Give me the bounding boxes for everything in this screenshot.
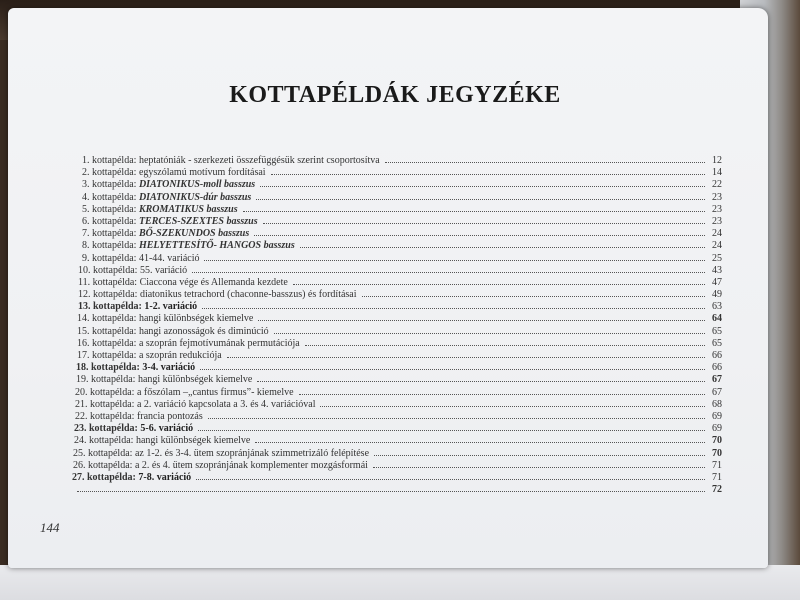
toc-entry bbox=[74, 423, 722, 435]
toc-entry-label bbox=[77, 326, 271, 338]
toc-entry-prefix: 21. kottapélda: bbox=[75, 398, 137, 410]
toc-leader-dots bbox=[192, 271, 705, 273]
toc-entry bbox=[73, 448, 722, 460]
toc-entry-page: 70 bbox=[712, 435, 722, 447]
toc-leader-dots bbox=[320, 405, 705, 407]
lower-paper bbox=[0, 565, 800, 600]
toc-leader-dots bbox=[373, 466, 705, 468]
toc-entry-text: francia pontozás bbox=[136, 410, 203, 422]
toc-entry-prefix: 11. kottapélda: bbox=[78, 276, 140, 288]
toc-entry-page: 69 bbox=[712, 423, 722, 435]
toc-entry-page: 22 bbox=[712, 179, 722, 191]
toc-entry-label bbox=[82, 240, 297, 252]
toc-leader-dots bbox=[198, 429, 705, 431]
toc-leader-dots bbox=[258, 319, 705, 321]
toc-entry-label bbox=[72, 472, 193, 484]
toc-entry-text: a szoprán fejmotívumának permutációja bbox=[138, 337, 300, 349]
toc-entry-page: 65 bbox=[712, 337, 722, 349]
toc-entry-page: 23 bbox=[712, 215, 722, 227]
toc-entry-label bbox=[82, 228, 251, 240]
toc-entry bbox=[76, 374, 722, 386]
toc-entry bbox=[77, 350, 722, 362]
toc-entry bbox=[82, 240, 722, 252]
toc-entry-prefix: 16. kottapélda: bbox=[77, 337, 139, 349]
toc-entry-prefix: 9. kottapélda: bbox=[82, 252, 139, 264]
toc-entry bbox=[72, 484, 722, 496]
toc-entry-page: 66 bbox=[712, 350, 722, 361]
toc-entry-page: 24 bbox=[712, 240, 722, 252]
toc-entry-page: 67 bbox=[712, 374, 722, 386]
toc-entry-prefix: 1. kottapélda: bbox=[82, 155, 139, 166]
toc-leader-dots bbox=[299, 393, 705, 395]
toc-entry-prefix: 25. kottapélda: bbox=[73, 447, 135, 459]
toc-entry-page: 12 bbox=[712, 155, 722, 166]
toc-leader-dots bbox=[263, 222, 705, 224]
toc-entry-label bbox=[82, 155, 382, 167]
toc-entry bbox=[75, 387, 722, 399]
toc-entry-text: 5-6. variáció bbox=[140, 423, 194, 435]
toc-entry-text: hangi különbségek kiemelve bbox=[135, 435, 251, 447]
toc-entry bbox=[82, 179, 722, 191]
toc-entry bbox=[77, 313, 722, 325]
toc-leader-dots bbox=[243, 210, 705, 212]
toc-entry-text: TERCES-SZEXTES basszus bbox=[138, 215, 258, 227]
toc-entry-page: 66 bbox=[712, 362, 722, 374]
toc-entry-prefix: 24. kottapélda: bbox=[74, 435, 136, 447]
toc-entry-label bbox=[75, 399, 317, 411]
toc-entry-text: heptatóniák - szerkezeti összefüggésük szerint csoportosítva bbox=[138, 155, 380, 166]
toc-entry-prefix: 20. kottapélda: bbox=[75, 386, 137, 398]
toc-entry-label bbox=[76, 362, 197, 374]
toc-entry-label bbox=[78, 277, 290, 289]
toc-entry-label bbox=[82, 192, 253, 204]
toc-entry-text: BŐ-SZEKUNDOS basszus bbox=[138, 228, 250, 240]
toc-leader-dots bbox=[202, 307, 705, 309]
toc-entry-page: 63 bbox=[712, 301, 722, 313]
toc-entry-label bbox=[74, 435, 252, 447]
toc-entry-label bbox=[77, 313, 255, 325]
toc-leader-dots bbox=[293, 283, 705, 285]
toc-entry-prefix: 19. kottapélda: bbox=[76, 374, 138, 386]
toc-entry-prefix: 26. kottapélda: bbox=[73, 459, 135, 471]
toc-entry-page: 68 bbox=[712, 398, 722, 410]
toc-entry-label bbox=[77, 338, 302, 350]
toc-entry bbox=[82, 167, 722, 179]
toc-leader-dots bbox=[204, 259, 705, 261]
page-number: 144 bbox=[40, 520, 60, 535]
toc-entry-label bbox=[73, 460, 370, 472]
toc-entry-page: 71 bbox=[712, 471, 722, 483]
toc-leader-dots bbox=[362, 295, 705, 297]
toc-entry-prefix: 15. kottapélda: bbox=[77, 325, 139, 337]
toc-entry-page: 65 bbox=[712, 325, 722, 337]
toc-entry bbox=[75, 411, 722, 423]
toc-entry-prefix: 12. kottapélda: bbox=[78, 289, 140, 301]
toc-entry-text: HELYETTESÍTŐ- HANGOS basszus bbox=[138, 240, 295, 252]
toc-entry-page: 14 bbox=[712, 167, 722, 179]
toc-leader-dots bbox=[200, 368, 705, 370]
toc-entry-text: a 2. variáció kapcsolata a 3. és 4. variációval bbox=[136, 398, 316, 410]
toc-entry-page: 70 bbox=[712, 447, 722, 459]
toc-entry-prefix: 22. kottapélda: bbox=[75, 410, 137, 422]
toc-entry bbox=[82, 253, 722, 265]
toc-entry-page: 23 bbox=[712, 191, 722, 203]
toc-entry-label bbox=[82, 167, 268, 179]
toc-leader-dots bbox=[260, 185, 705, 187]
toc-entry-text: egyszólamú motívum fordításai bbox=[138, 167, 266, 179]
toc-entry bbox=[78, 265, 722, 277]
toc-entry-text: 55. variáció bbox=[139, 264, 188, 276]
toc-leader-dots bbox=[257, 380, 705, 382]
toc-entry-prefix: 5. kottapélda: bbox=[82, 203, 139, 215]
toc-entry bbox=[75, 399, 722, 411]
toc-entry-label bbox=[78, 301, 199, 313]
toc-entry-label bbox=[82, 253, 201, 265]
toc-entry-label bbox=[82, 179, 257, 191]
toc-entry-text: 41-44. variáció bbox=[138, 252, 200, 264]
toc-entry-text: a szoprán redukciója bbox=[138, 350, 222, 361]
toc-entry-text: hangi különbségek kiemelve bbox=[138, 313, 254, 325]
toc-entry-label bbox=[74, 423, 195, 435]
toc-entry bbox=[78, 301, 722, 313]
toc-entry-page: 25 bbox=[712, 252, 722, 264]
toc-entry-page: 71 bbox=[712, 459, 722, 471]
toc-leader-dots bbox=[254, 234, 705, 236]
toc-entry bbox=[76, 362, 722, 374]
toc-entry-label bbox=[78, 265, 189, 277]
toc-entry-text: az 1-2. és 3-4. ütem szopránjának szimmetrizáló felépítése bbox=[134, 447, 370, 459]
toc-entry-text: a főszólam –„cantus firmus”- kiemelve bbox=[136, 386, 294, 398]
toc-leader-dots bbox=[271, 173, 705, 175]
toc-entry-prefix: 8. kottapélda: bbox=[82, 240, 139, 252]
toc-entry bbox=[82, 228, 722, 240]
toc-entry-label bbox=[75, 411, 205, 423]
toc-leader-dots bbox=[274, 332, 705, 334]
toc-entry-page: 23 bbox=[712, 203, 722, 215]
toc-entry-prefix: 6. kottapélda: bbox=[82, 215, 139, 227]
toc-leader-dots bbox=[385, 161, 705, 163]
toc-entry-prefix: 10. kottapélda: bbox=[78, 264, 140, 276]
toc-entry-text: 7-8. variáció bbox=[138, 471, 192, 483]
page-title: KOTTAPÉLDÁK JEGYZÉKE bbox=[229, 82, 561, 108]
toc-entry-page: 67 bbox=[712, 386, 722, 398]
toc-entry-page: 43 bbox=[712, 264, 722, 276]
toc-entry-text: diatonikus tetrachord (chaconne-basszus) és fordításai bbox=[139, 289, 357, 301]
toc-entry bbox=[82, 155, 722, 167]
toc-entry-prefix: 17. kottapélda: bbox=[77, 350, 139, 361]
toc-entry-text: DIATONIKUS-moll basszus bbox=[138, 179, 256, 191]
toc-entry-prefix: 27. kottapélda: bbox=[72, 471, 139, 483]
toc-entry-text: DIATONIKUS-dúr basszus bbox=[138, 191, 252, 203]
table-of-contents bbox=[72, 155, 722, 496]
toc-entry bbox=[72, 472, 722, 484]
toc-entry-page: 64 bbox=[712, 313, 722, 325]
toc-entry-label bbox=[77, 350, 224, 362]
toc-leader-dots bbox=[374, 454, 705, 456]
toc-entry-page: 72 bbox=[712, 484, 722, 496]
toc-entry bbox=[73, 460, 722, 472]
toc-leader-dots bbox=[196, 478, 705, 480]
toc-entry-text: Ciaccona vége és Allemanda kezdete bbox=[139, 276, 288, 288]
toc-entry-label bbox=[82, 216, 260, 228]
toc-entry-label bbox=[73, 448, 371, 460]
toc-leader-dots bbox=[77, 490, 705, 492]
toc-entry bbox=[82, 216, 722, 228]
toc-entry-label bbox=[76, 374, 254, 386]
toc-entry-prefix: 3. kottapélda: bbox=[82, 179, 139, 191]
toc-entry-page: 49 bbox=[712, 289, 722, 301]
toc-entry-prefix: 18. kottapélda: bbox=[76, 362, 143, 374]
toc-entry-text: a 2. és 4. ütem szopránjának komplementer mozgásformái bbox=[134, 459, 368, 471]
toc-entry-prefix: 4. kottapélda: bbox=[82, 191, 139, 203]
toc-entry bbox=[82, 192, 722, 204]
toc-leader-dots bbox=[208, 417, 705, 419]
toc-entry-text: 3-4. variáció bbox=[142, 362, 196, 374]
toc-leader-dots bbox=[256, 198, 705, 200]
toc-entry-prefix: 7. kottapélda: bbox=[82, 228, 139, 240]
toc-entry-label bbox=[78, 289, 359, 301]
toc-entry bbox=[74, 435, 722, 447]
toc-leader-dots bbox=[227, 356, 705, 358]
toc-leader-dots bbox=[255, 441, 705, 443]
toc-leader-dots bbox=[300, 246, 705, 248]
toc-entry-text: KROMATIKUS basszus bbox=[138, 203, 238, 215]
toc-entry bbox=[77, 338, 722, 350]
toc-entry-text: hangi azonosságok és diminúció bbox=[138, 325, 269, 337]
toc-entry bbox=[78, 289, 722, 301]
toc-entry-prefix: 14. kottapélda: bbox=[77, 313, 139, 325]
toc-entry-text: 1-2. variáció bbox=[144, 301, 198, 313]
toc-entry-page: 69 bbox=[712, 410, 722, 422]
toc-entry-label bbox=[75, 387, 296, 399]
toc-entry bbox=[77, 326, 722, 338]
toc-entry bbox=[82, 204, 722, 216]
toc-entry-page: 24 bbox=[712, 228, 722, 240]
toc-entry-prefix: 23. kottapélda: bbox=[74, 423, 141, 435]
toc-entry bbox=[78, 277, 722, 289]
toc-entry-text: hangi különbségek kiemelve bbox=[137, 374, 253, 386]
toc-entry-label bbox=[82, 204, 240, 216]
toc-entry-prefix: 2. kottapélda: bbox=[82, 167, 139, 179]
toc-entry-prefix: 13. kottapélda: bbox=[78, 301, 145, 313]
toc-leader-dots bbox=[305, 344, 705, 346]
toc-entry-page: 47 bbox=[712, 276, 722, 288]
